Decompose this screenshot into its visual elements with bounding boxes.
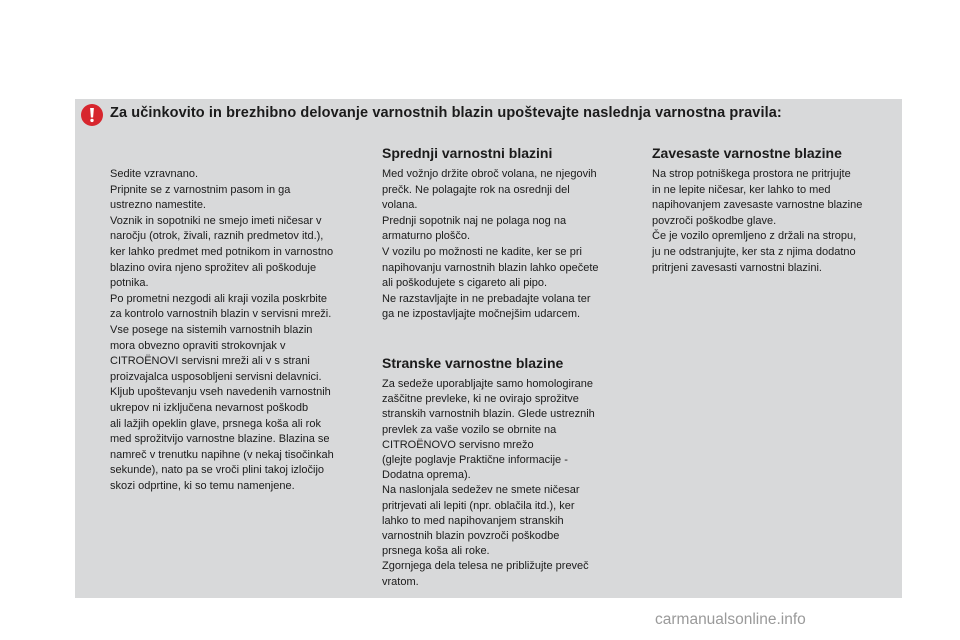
side-airbags-heading: Stranske varnostne blazine bbox=[382, 355, 564, 371]
curtain-airbags-heading: Zavesaste varnostne blazine bbox=[652, 145, 842, 161]
side-airbags-text: Za sedeže uporabljajte samo homologirane zaščitne prevleke, ki ne ovirajo sprožitve stranskih varnostnih blazin. Glede ustreznih prevlek za vaše vozilo se obrnite na CITROËNOVO servisno mrežo (glejte poglavje Praktične informacije - Dodatna oprema). Na naslonjala sedežev ne smete ničesar pritrjevati ali lepiti (npr. oblačila itd.), ker lahko to med napihovanjem stranskih varnostnih blazin povzroči poškodbe prsnega koša ali roke. Zgornjega dela telesa ne približujte preveč vratom. bbox=[382, 378, 595, 588]
front-airbags-text: Med vožnjo držite obroč volana, ne njegovih prečk. Ne polagajte rok na osrednji del volana. Prednji sopotnik naj ne polaga nog na armaturno ploščo. V vozilu po možnosti ne kadite, ker se pri napihovanju varnostnih blazin lahko opečete ali poškodujete s cigareto ali pipo. Ne razstavljajte in ne prebadajte volana ter ga ne izpostavljajte močnejšim udarcem. bbox=[382, 168, 599, 321]
curtain-airbags-text: Na strop potniškega prostora ne pritrjujte in ne lepite ničesar, ker lahko to med napihovanjem zavesaste varnostne blazine povzroči poškodbe glave. Če je vozilo opremljeno z držali na stropu, ju ne odstranjujte, ker sta z njima dodatno pritrjeni zavesasti varnostni blazini. bbox=[652, 168, 863, 274]
watermark: carmanualsonline.info bbox=[655, 611, 806, 628]
general-rules-text: Sedite vzravnano. Pripnite se z varnostnim pasom in ga ustrezno namestite. Voznik in sopotniki ne smejo imeti ničesar v naročju (otrok, živali, raznih predmetov itd.), ker lahko predmet med potnikom in varnostno blazino ovira njeno sprožitev ali poškoduje potnika. Po prometni nezgodi ali kraji vozila poskrbite za kontrolo varnostnih blazin v servisni mreži. Vse posege na sistemih varnostnih blazin mora obvezno opraviti strokovnjak v CITROËNOVI servisni mreži ali v s strani proizvajalca usposobljeni servisni delavnici. Kljub upoštevanju vseh navedenih varnostnih ukrepov ni izključena nevarnost poškodb ali lažjih opeklin glave, prsnega koša ali rok med sprožitvijo varnostne blazine. Blazina se namreč v trenutku napihne (v nekaj tisočinkah sekunde), nato pa se vroči plini takoj izločijo skozi odprtine, ki so temu namenjene. bbox=[110, 168, 334, 492]
front-airbags-heading: Sprednji varnostni blazini bbox=[382, 145, 553, 161]
page-title: Za učinkovito in brezhibno delovanje varnostnih blazin upoštevajte naslednja varnostna pravila: bbox=[110, 105, 782, 121]
warning-exclamation-icon bbox=[81, 104, 103, 126]
